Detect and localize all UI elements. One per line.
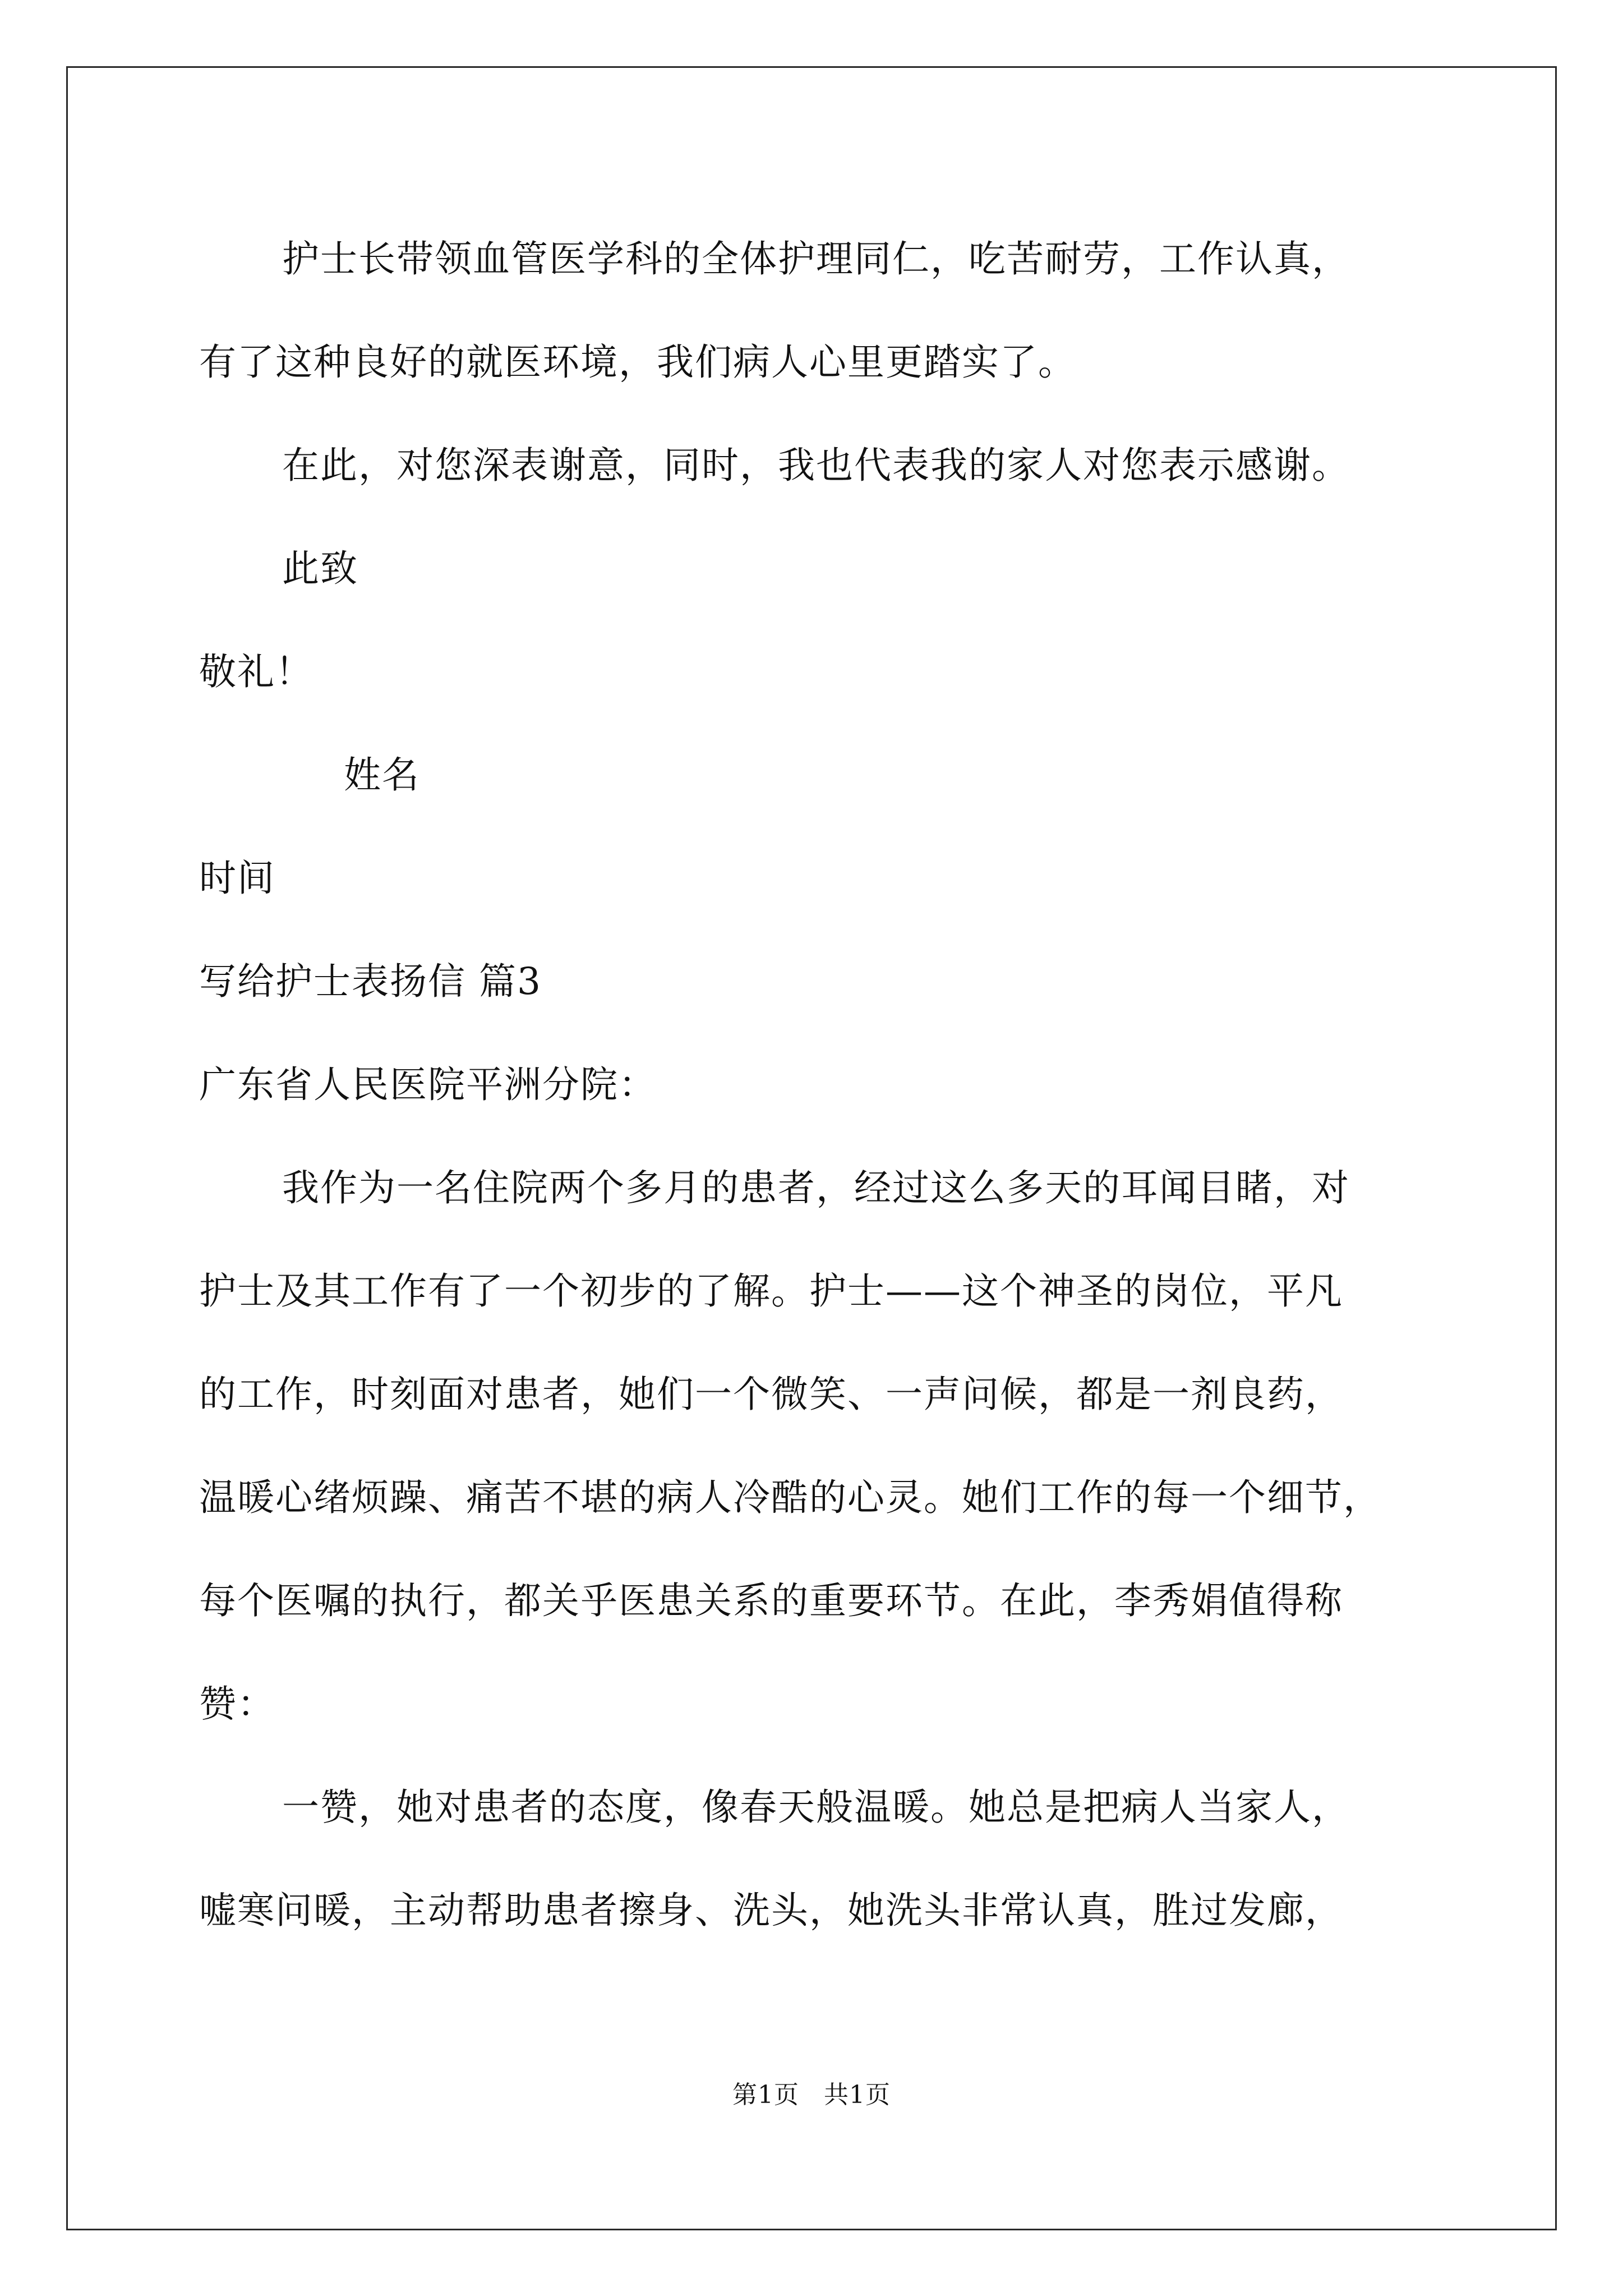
signature-name: 姓名 bbox=[344, 753, 420, 797]
page-total: 共1页 bbox=[824, 2081, 891, 2109]
letter-recipient: 广东省人民医院平洲分院： bbox=[199, 1063, 657, 1106]
document-body bbox=[199, 208, 1489, 1962]
paragraph-line: 有了这种良好的就医环境，我们病人心里更踏实了。 bbox=[199, 341, 1076, 384]
closing-salutation: 此致 bbox=[282, 547, 358, 590]
paragraph-line: 每个医嘱的执行，都关乎医患关系的重要环节。在此，李秀娟值得称 bbox=[199, 1579, 1343, 1622]
paragraph-line: 的工作，时刻面对患者，她们一个微笑、一声问候，都是一剂良药， bbox=[199, 1373, 1343, 1416]
paragraph-line: 嘘寒问暖，主动帮助患者擦身、洗头，她洗头非常认真，胜过发廊， bbox=[199, 1889, 1343, 1932]
paragraph-line: 我作为一名住院两个多月的患者，经过这么多天的耳闻目睹，对 bbox=[282, 1166, 1350, 1209]
signature-date: 时间 bbox=[199, 857, 275, 900]
paragraph-line: 一赞，她对患者的态度，像春天般温暖。她总是把病人当家人， bbox=[282, 1786, 1350, 1829]
paragraph-line: 在此，对您深表谢意，同时，我也代表我的家人对您表示感谢。 bbox=[282, 444, 1350, 487]
paragraph-line: 温暖心绪烦躁、痛苦不堪的病人冷酷的心灵。她们工作的每一个细节， bbox=[199, 1476, 1381, 1519]
closing-regards: 敬礼！ bbox=[199, 650, 313, 693]
page-number: 第1页 bbox=[732, 2081, 799, 2109]
paragraph-line: 赞： bbox=[199, 1682, 275, 1726]
paragraph-line: 护士长带领血管医学科的全体护理同仁，吃苦耐劳，工作认真， bbox=[282, 237, 1350, 280]
paragraph-line: 护士及其工作有了一个初步的了解。护士——这个神圣的岗位，平凡 bbox=[199, 1269, 1343, 1313]
section-heading: 写给护士表扬信 篇3 bbox=[199, 960, 542, 1003]
page-footer bbox=[0, 2078, 1623, 2112]
